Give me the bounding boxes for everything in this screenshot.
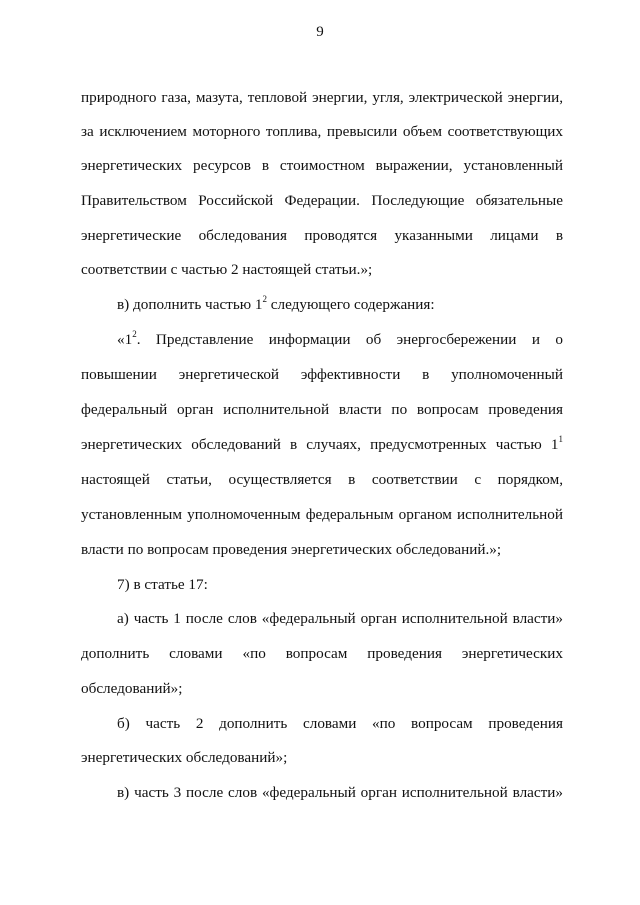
- text-line: власти по вопросам проведения энергетических обследований.»;: [81, 541, 502, 558]
- superscript: 2: [262, 293, 267, 304]
- item-7a-line: а) часть 1 после слов «федеральный орган исполнительной власти»: [117, 610, 563, 627]
- text-line: соответствии с частью 2 настоящей статьи.»;: [81, 261, 373, 278]
- quote-number: «1: [117, 331, 133, 348]
- new-part-first-line: [117, 330, 563, 350]
- superscript: 2: [132, 328, 137, 339]
- new-part-ref-line: [81, 435, 563, 455]
- text-line: федеральный орган исполнительной власти по вопросам проведения: [81, 401, 563, 418]
- superscript: 1: [558, 433, 563, 444]
- text-line: за исключением моторного топлива, превысили объем соответствующих: [81, 123, 563, 140]
- item-7-heading: 7) в статье 17:: [117, 576, 208, 593]
- item-v-line: [117, 295, 435, 315]
- text-line: энергетических ресурсов в стоимостном выражении, установленный: [81, 157, 563, 174]
- item-7a-line: дополнить словами «по вопросам проведения энергетических: [81, 645, 563, 662]
- ref-text: энергетических обследований в случаях, предусмотренных частью 1: [81, 436, 559, 453]
- item-7b-line: б) часть 2 дополнить словами «по вопросам проведения: [117, 715, 563, 732]
- text-line: повышении энергетической эффективности в уполномоченный: [81, 366, 563, 383]
- text-line: Правительством Российской Федерации. Последующие обязательные: [81, 192, 563, 209]
- text-line: энергетические обследования проводятся указанными лицами в: [81, 227, 563, 244]
- item-v-text: в) дополнить частью 1: [117, 296, 263, 313]
- new-part-text: . Представление информации об энергосбережении и о: [136, 331, 563, 348]
- item-v-text-end: следующего содержания:: [266, 296, 435, 313]
- text-line: настоящей статьи, осуществляется в соответствии с порядком,: [81, 471, 563, 488]
- item-7v-line: в) часть 3 после слов «федеральный орган исполнительной власти»: [117, 784, 563, 801]
- text-line: природного газа, мазута, тепловой энергии, угля, электрической энергии,: [81, 89, 563, 106]
- page-number: 9: [316, 24, 324, 40]
- item-7b-line: энергетических обследований»;: [81, 749, 288, 766]
- text-line: установленным уполномоченным федеральным органом исполнительной: [81, 506, 563, 523]
- item-7a-line: обследований»;: [81, 680, 183, 697]
